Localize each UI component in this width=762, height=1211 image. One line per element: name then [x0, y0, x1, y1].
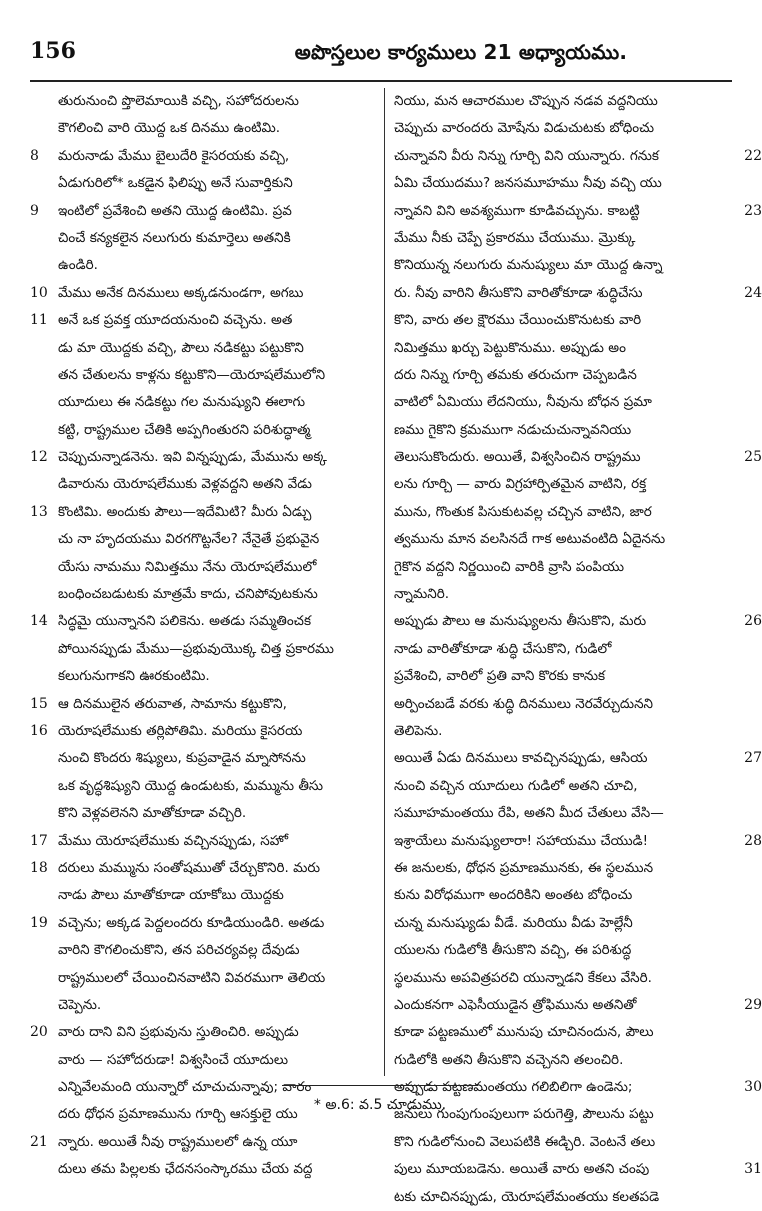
line-text: నియు, మన ఆచారముల చొప్పున నడవ వద్దనియు: [394, 93, 658, 109]
verse-number: 20: [30, 1024, 48, 1041]
text-line: [30, 554, 376, 581]
text-line: [30, 1047, 376, 1074]
line-text: ఏమి చేయుదము? జనసమూహము నీవు వచ్చి యు: [394, 175, 662, 192]
text-line: [394, 280, 762, 307]
verse-number: 12: [30, 449, 48, 466]
text-line: [30, 335, 376, 362]
text-line: [30, 170, 376, 197]
text-line: [30, 773, 376, 800]
left-column: [30, 88, 376, 1178]
text-line: [30, 499, 376, 526]
text-line: [30, 937, 376, 964]
text-line: [30, 910, 376, 937]
verse-number: 23: [744, 202, 762, 219]
line-text: డు మా యొద్దకు వచ్చి, పౌలు నడికట్టు పట్టుకొని: [58, 339, 304, 356]
text-line: [30, 417, 376, 444]
text-line: [394, 499, 762, 526]
text-line: [30, 389, 376, 416]
line-text: జనులు గుంపుగుంపులుగా పరుగెత్తి, పౌలును పట్టు: [394, 1106, 654, 1123]
text-line: [394, 691, 762, 718]
line-text: ఒక వృద్ధశిష్యుని యొద్ద ఉండుటకు, మమ్మును తీసు: [58, 777, 324, 794]
line-text: తెలుసుకొందురు. అయితే, విశ్వసించిన రాష్ట్రము: [394, 449, 641, 466]
line-text: గుడిలోకి అతని తీసుకొని వచ్చెనని తలంచిరి.: [394, 1051, 624, 1068]
text-line: [30, 1156, 376, 1183]
verse-number: 30: [744, 1079, 762, 1096]
text-line: [30, 581, 376, 608]
line-text: అప్పుడు పట్టణమంతయు గలిబిలిగా ఉండెను;: [394, 1079, 633, 1096]
text-line: [394, 335, 762, 362]
line-text: కొంటిమి. అందుకు పౌలు—ఇదేమిటి? మీరు ఏడ్చు: [58, 503, 312, 520]
line-text: తన చేతులను కాళ్లను కట్టుకొని—యెరూషలేములోని: [58, 366, 326, 383]
text-line: [394, 1129, 762, 1156]
line-text: మేము యెరూషలేముకు వచ్చినప్పుడు, సహో: [58, 832, 288, 849]
line-text: న్నావని విని అవశ్యముగా కూడివచ్చును. కాబట్టి: [394, 202, 640, 219]
line-text: కూడా పట్టణములో మునుపు చూచినందున, పౌలు: [394, 1024, 654, 1041]
line-text: చెప్పుచున్నాడనెను. ఇవి విన్నప్పుడు, మేమును అక్క: [58, 449, 327, 466]
text-line: [394, 608, 762, 635]
text-line: [30, 992, 376, 1019]
line-text: చెప్పెను.: [58, 996, 102, 1013]
verse-number: 27: [744, 750, 762, 767]
text-line: [394, 882, 762, 909]
footnote-rule: [282, 1085, 478, 1086]
line-text: కట్టి, రాష్ట్రముల చేతికి అప్పగింతురని పరిశుద్ధాత్మ: [58, 421, 311, 438]
text-line: [30, 307, 376, 334]
header-rule: [30, 80, 732, 82]
line-text: కొని వెళ్లవలెనని మాతోకూడా వచ్చిరి.: [58, 805, 247, 822]
verse-number: 16: [30, 722, 48, 739]
text-line: [394, 554, 762, 581]
line-text: పోయినప్పుడు మేము—ప్రభువుయొక్క చిత్త ప్రకారము: [58, 640, 334, 657]
text-line: [394, 471, 762, 498]
line-text: బంధించబడుటకు మాత్రమే కాదు, చనిపోవుటకును: [58, 586, 318, 603]
line-text: ఇశ్రాయేలు మనుష్యులారా! సహాయము చేయుడి!: [394, 832, 649, 849]
page-number: 156: [30, 38, 76, 64]
line-text: వారిని కౌగలించుకొని, తన పరిచర్యవల్ల దేవుడు: [58, 942, 300, 959]
text-line: [30, 855, 376, 882]
verse-number: 24: [744, 284, 762, 301]
verse-number: 26: [744, 613, 762, 630]
line-text: త్వమును మాన వలసినదే గాక అటువంటిది ఏదైనను: [394, 531, 666, 548]
text-line: [30, 143, 376, 170]
line-text: అప్పుడు పౌలు ఆ మనుష్యులను తీసుకొని, మరు: [394, 613, 647, 630]
line-text: తురునుంచి ప్తొలెమాయికి వచ్చి, సహోదరులను: [58, 93, 299, 109]
verse-number: 29: [744, 996, 762, 1013]
right-column: [394, 88, 762, 1205]
text-line: [394, 526, 762, 553]
line-text: కొని, వారు తల క్షౌరము చేయించుకొనుటకు వారి: [394, 312, 642, 329]
text-line: [394, 992, 762, 1019]
line-text: వారు దాని విని ప్రభువును స్తుతించిరి. అప్పుడు: [58, 1024, 299, 1041]
text-line: [394, 1156, 762, 1183]
line-text: చెప్పుచు వారందరు మోషేను విడుచుటకు బోధించు: [394, 120, 655, 137]
line-text: మరునాడు మేము బైలుదేరి కైసరయకు వచ్చి,: [58, 147, 290, 164]
line-text: కొని గుడిలోనుంచి వెలుపటికి ఈడ్చిరి. వెంటనే తలు: [394, 1133, 656, 1150]
line-text: ఏడుగురిలో* ఒకడైన ఫిలిప్పు అనే సువార్తికుని: [58, 175, 293, 192]
text-line: [30, 280, 376, 307]
text-line: [30, 1019, 376, 1046]
text-line: [30, 718, 376, 745]
line-text: నుంచి వచ్చిన యూదులు గుడిలో అతని చూచి,: [394, 777, 638, 794]
text-line: [30, 471, 376, 498]
text-line: [394, 581, 762, 608]
text-line: [394, 965, 762, 992]
verse-number: 15: [30, 695, 48, 712]
text-line: [394, 115, 762, 142]
text-line: [394, 636, 762, 663]
text-line: [30, 1129, 376, 1156]
line-text: అయితే ఏడు దినములు కావచ్చినప్పుడు, ఆసియ: [394, 750, 648, 767]
verse-number: 28: [744, 832, 762, 849]
text-line: [394, 745, 762, 772]
line-text: డివారును యెరూషలేముకు వెళ్లవద్దని అతని వేడు: [58, 476, 312, 493]
text-line: [30, 115, 376, 142]
running-title: అపొస్తలుల కార్యములు 21 అధ్యాయము.: [294, 40, 628, 64]
verse-number: 21: [30, 1133, 48, 1150]
line-text: రాష్ట్రములలో చేయించినవాటిని వివరముగా తెలియ: [58, 969, 326, 986]
text-line: [394, 800, 762, 827]
text-line: [394, 1047, 762, 1074]
column-divider: [384, 88, 385, 1076]
text-line: [394, 198, 762, 225]
line-text: సిద్ధమై యున్నానని పలికెను. అతడు సమ్మతించక: [58, 613, 311, 630]
line-text: చున్నావని వీరు నిన్ను గూర్చి విని యున్నారు. గనుక: [394, 147, 659, 164]
text-line: [30, 691, 376, 718]
text-line: [30, 88, 376, 115]
page-header: [30, 38, 732, 72]
line-text: ప్రవేశించి, వారిలో ప్రతి వాని కొరకు కానుక: [394, 668, 606, 685]
line-text: గైకొన వద్దని నిర్ణయించి వారికి వ్రాసి పంపియు: [394, 558, 625, 575]
verse-number: 8: [30, 147, 39, 164]
line-text: పులు మూయబడెను. అయితే వారు అతని చంపు: [394, 1161, 650, 1178]
text-line: [394, 225, 762, 252]
line-text: మును, గొంతుక పిసుకుటవల్ల చచ్చిన వాటిని, జార: [394, 503, 652, 520]
verse-number: 25: [744, 449, 762, 466]
line-text: నిమిత్తము ఖర్చు పెట్టుకొనుము. అప్పుడు అం: [394, 339, 626, 356]
line-text: ఎన్నివేలమంది యున్నారో చూచుచున్నావు; వారం: [58, 1079, 312, 1096]
line-text: చించే కన్యకలైన నలుగురు కుమార్తెలు అతనికి: [58, 229, 291, 246]
text-line: [394, 855, 762, 882]
text-line: [394, 663, 762, 690]
text-line: [30, 225, 376, 252]
line-text: న్నామనిరి.: [394, 586, 450, 603]
line-text: తెలిపెను.: [394, 722, 443, 739]
line-text: వారు — సహోదరుడా! విశ్వసించే యూదులు: [58, 1051, 289, 1068]
line-text: కౌగలించి వారి యొద్ద ఒక దినము ఉంటిమి.: [58, 120, 281, 137]
line-text: ఆ దినములైన తరువాత, సామాను కట్టుకొని,: [58, 695, 287, 712]
text-line: [30, 362, 376, 389]
text-line: [30, 800, 376, 827]
text-line: [394, 773, 762, 800]
line-text: కలుగునుగాకని ఊరకుంటిమి.: [58, 668, 210, 685]
text-line: [394, 444, 762, 471]
verse-number: 14: [30, 613, 48, 630]
line-text: దులు తమ పిల్లలకు ఛేదనసంస్కారము చేయ వద్ద: [58, 1161, 313, 1178]
verse-number: 9: [30, 202, 39, 219]
line-text: చున్న మనుష్యుడు వీడే. మరియు వీడు హెల్లేనీ: [394, 914, 633, 931]
text-line: [30, 636, 376, 663]
line-text: నాడు పౌలు మాతోకూడా యాకోబు యొద్దకు: [58, 887, 284, 904]
line-text: ణము గైకొని క్రమముగా నడుచుచున్నావనియు: [394, 421, 632, 438]
verse-number: 22: [744, 147, 762, 164]
text-line: [394, 307, 762, 334]
verse-number: 10: [30, 284, 48, 301]
verse-number: 18: [30, 859, 48, 876]
line-text: సమూహమంతయు రేపి, అతని మీద చేతులు వేసి—: [394, 805, 664, 822]
text-line: [30, 882, 376, 909]
line-text: న్నారు. అయితే నీవు రాష్ట్రములలో ఉన్న యూ: [58, 1133, 298, 1150]
text-line: [394, 252, 762, 279]
text-line: [394, 910, 762, 937]
line-text: అనే ఒక ప్రవక్త యూదయనుంచి వచ్చెను. అత: [58, 312, 293, 329]
line-text: దరు నిన్ను గూర్చి తమకు తరుచుగా చెప్పబడిన: [394, 366, 637, 383]
text-line: [394, 170, 762, 197]
line-text: వచ్చెను; అక్కడ పెద్దలందరు కూడియుండిరి. అతడు: [58, 914, 325, 931]
line-text: అర్పించబడే వరకు శుద్ధి దినములు నెరవేర్చుదునని: [394, 695, 654, 712]
text-line: [394, 937, 762, 964]
text-line: [30, 252, 376, 279]
line-text: టకు చూచినప్పుడు, యెరూషలేమంతయు కలతపడె: [394, 1188, 660, 1205]
verse-number: 31: [744, 1161, 762, 1178]
text-line: [394, 88, 762, 115]
line-text: దరులు మమ్మును సంతోషముతో చేర్చుకొనిరి. మరు: [58, 859, 321, 876]
text-line: [30, 526, 376, 553]
line-text: యేసు నామము నిమిత్తము నేను యెరూషలేములో: [58, 558, 317, 575]
line-text: రు. నీవు వారిని తీసుకొని వారితోకూడా శుద్ధిచేసు: [394, 284, 643, 301]
line-text: కొనియున్న నలుగురు మనుష్యులు మా యొద్ద ఉన్నా: [394, 257, 663, 274]
text-line: [30, 828, 376, 855]
line-text: ఈ జనులకు, ధోధన ప్రమాణమునకు, ఈ స్థలమున: [394, 859, 654, 876]
line-text: ఎందుకనగా ఎఫెసీయుడైన త్రోఫిమును అతనితో: [394, 996, 637, 1013]
text-line: [30, 965, 376, 992]
line-text: యూదులు ఈ నడికట్టు గల మనుష్యుని ఈలాగు: [58, 394, 306, 411]
verse-number: 17: [30, 832, 48, 849]
text-line: [30, 444, 376, 471]
text-line: [394, 828, 762, 855]
text-line: [394, 389, 762, 416]
text-line: [30, 608, 376, 635]
text-line: [394, 143, 762, 170]
line-text: కును విరోధముగా అందరికిని అంతట బోధించు: [394, 887, 633, 904]
line-text: చు నా హృదయము విరగగొట్టనేల? నేనైతే ప్రభువైన: [58, 531, 320, 548]
footnote: * అ.6: వ.5 చూడుము.: [313, 1097, 447, 1113]
line-text: లను గూర్చి — వారు విగ్రహార్పితమైన వాటిని, రక్త: [394, 476, 647, 493]
text-line: [394, 1184, 762, 1211]
line-text: ఇంటిలో ప్రవేశించి అతని యొద్ద ఉంటిమి. ప్రవ: [58, 202, 292, 219]
verse-number: 19: [30, 914, 48, 931]
line-text: వాటిలో ఏమియు లేదనియు, నీవును బోధన ప్రమా: [394, 394, 652, 411]
line-text: నాడు వారితోకూడా శుద్ధి చేసుకొని, గుడిలో: [394, 640, 612, 657]
text-line: [30, 198, 376, 225]
line-text: నుంచి కొందరు శిష్యులు, కుప్రవాడైన మ్నాసోనను: [58, 750, 306, 767]
line-text: స్థలమును అపవిత్రపరచి యున్నాడని కేకలు వేసిరి.: [394, 969, 652, 986]
line-text: మేము అనేక దినములు అక్కడనుండగా, అగబు: [58, 284, 304, 301]
verse-number: 13: [30, 503, 48, 520]
line-text: ఉండిరి.: [58, 257, 98, 274]
text-line: [394, 718, 762, 745]
text-line: [394, 362, 762, 389]
text-line: [30, 745, 376, 772]
line-text: యెరూషలేముకు తర్లిపోతిమి. మరియు కైసరయ: [58, 722, 303, 739]
text-line: [394, 1019, 762, 1046]
text-line: [394, 417, 762, 444]
text-line: [30, 663, 376, 690]
verse-number: 11: [30, 312, 48, 329]
line-text: యులను గుడిలోకి తీసుకొని వచ్చి, ఈ పరిశుద్ధ: [394, 942, 632, 959]
line-text: మేము నీకు చెప్పే ప్రకారము చేయుము. మ్రొక్కు: [394, 229, 636, 246]
line-text: దరు ధోధన ప్రమాణమును గూర్చి ఆసక్తులై యు: [58, 1106, 298, 1123]
